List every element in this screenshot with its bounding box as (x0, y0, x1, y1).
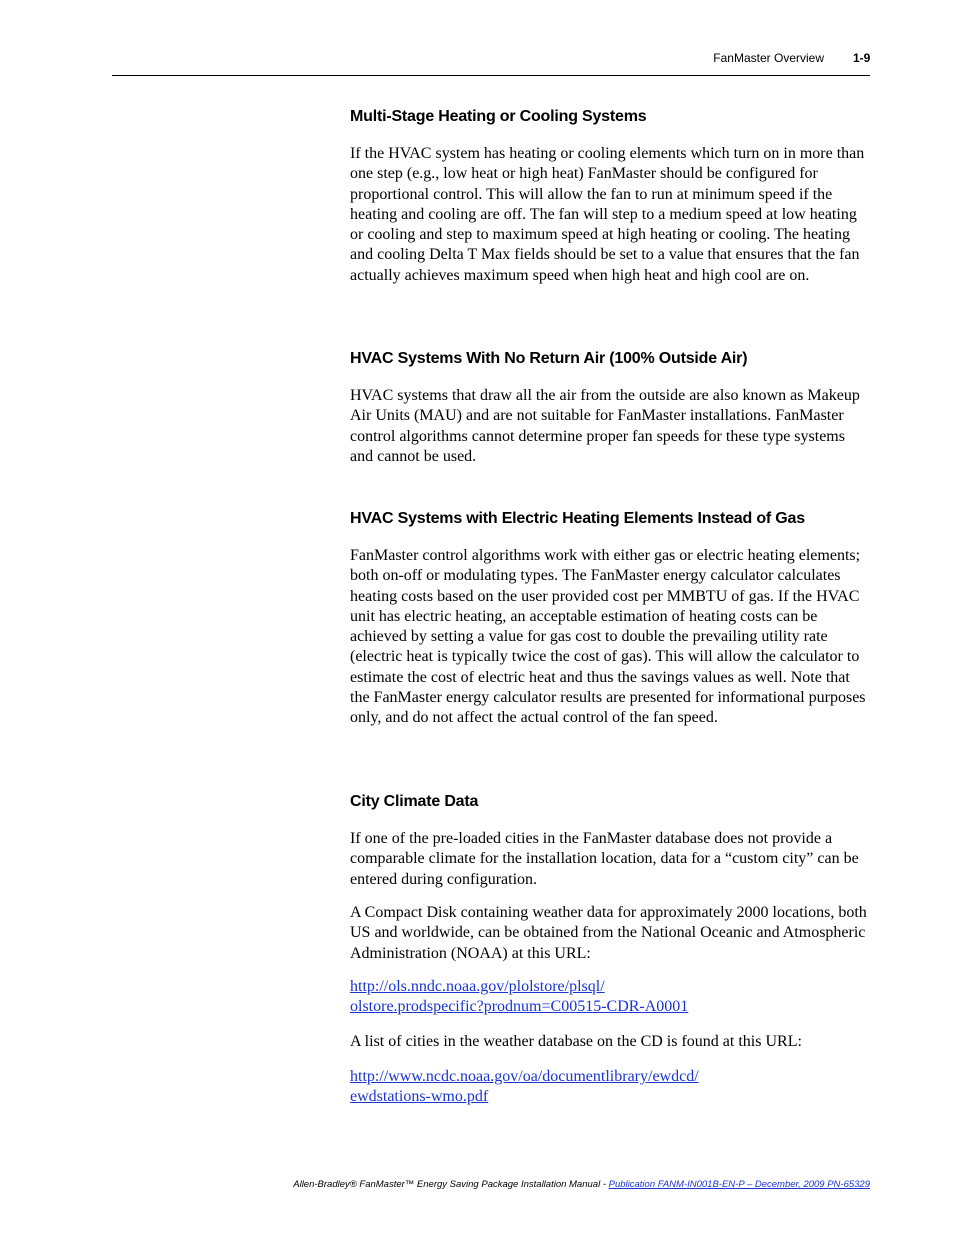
paragraph-city-list: A list of cities in the weather database on the CD is found at this URL: (350, 1033, 802, 1050)
section-heading-multi-stage: Multi-Stage Heating or Cooling Systems (350, 108, 647, 125)
running-header-title: FanMaster Overview (713, 51, 824, 65)
paragraph-custom-city: If one of the pre-loaded cities in the FanMaster database does not provide a comparable climate for the installation location, data for a “custom city” can be entered during configuration. (350, 830, 859, 888)
noaa-cd-link-line2: olstore.prodspecific?prodnum=C00515-CDR-A0001 (350, 998, 689, 1016)
page-footer (293, 1179, 870, 1190)
paragraph-compact-disk: A Compact Disk containing weather data for approximately 2000 locations, both US and worldwide, can be obtained from the National Oceanic and Atmospheric Administration (NOAA) at this URL: (350, 904, 867, 962)
ncdc-stations-link-line2: ewdstations-wmo.pdf (350, 1088, 489, 1106)
paragraph-multi-stage: If the HVAC system has heating or cooling elements which turn on in more than one step (e.g., low heat or high heat) FanMaster should be configured for proportional control. This will allow the fan to run at minimum speed if the heating and cooling are off. The fan will step to a medium speed at low heating or cooling and step to maximum speed at high heating or cooling. The heating and cooling Delta T Max fields should be set to a value that ensures that the fan actually achieves maximum speed when high heat and high cool are on. (350, 145, 865, 284)
page-number: 1-9 (853, 51, 871, 65)
footer-manual-title: Allen-Bradley® FanMaster™ Energy Saving Package Installation Manual - (293, 1179, 609, 1190)
paragraph-no-return-air: HVAC systems that draw all the air from the outside are also known as Makeup Air Units (MAU) and are not suitable for FanMaster installations. FanMaster control algorithms cannot determine proper fan speeds for these type systems and cannot be used. (350, 387, 860, 465)
footer-publication-link[interactable]: Publication FANM-IN001B-EN-P – December, 2009 PN-65329 (608, 1179, 870, 1190)
ncdc-link-block (350, 1067, 870, 1108)
section-heading-city-climate: City Climate Data (350, 793, 479, 810)
section-heading-no-return-air: HVAC Systems With No Return Air (100% Outside Air) (350, 350, 748, 367)
noaa-link-block (350, 977, 870, 1018)
ncdc-stations-link[interactable] (350, 1068, 699, 1105)
paragraph-electric-heating: FanMaster control algorithms work with either gas or electric heating elements; both on-off or modulating types. The FanMaster energy calculator calculates heating costs based on the user provided cost per MMBTU of gas. If the HVAC unit has electric heating, an acceptable estimation of heating costs can be achieved by setting a value for gas cost to double the prevailing utility rate (electric heat is typically twice the cost of gas). This will allow the calculator to estimate the cost of electric heat and thus the savings values as well. Note that the FanMaster energy calculator results are presented for informational purposes only, and do not affect the actual control of the fan speed. (350, 547, 866, 727)
ncdc-stations-link-line1: http://www.ncdc.noaa.gov/oa/documentlibrary/ewdcd/ (350, 1068, 699, 1085)
noaa-cd-link-line1: http://ols.nndc.noaa.gov/plolstore/plsql/ (350, 978, 605, 995)
section-heading-electric-heating: HVAC Systems with Electric Heating Elements Instead of Gas (350, 510, 805, 527)
header-rule (112, 75, 870, 76)
noaa-cd-link[interactable] (350, 978, 688, 1015)
